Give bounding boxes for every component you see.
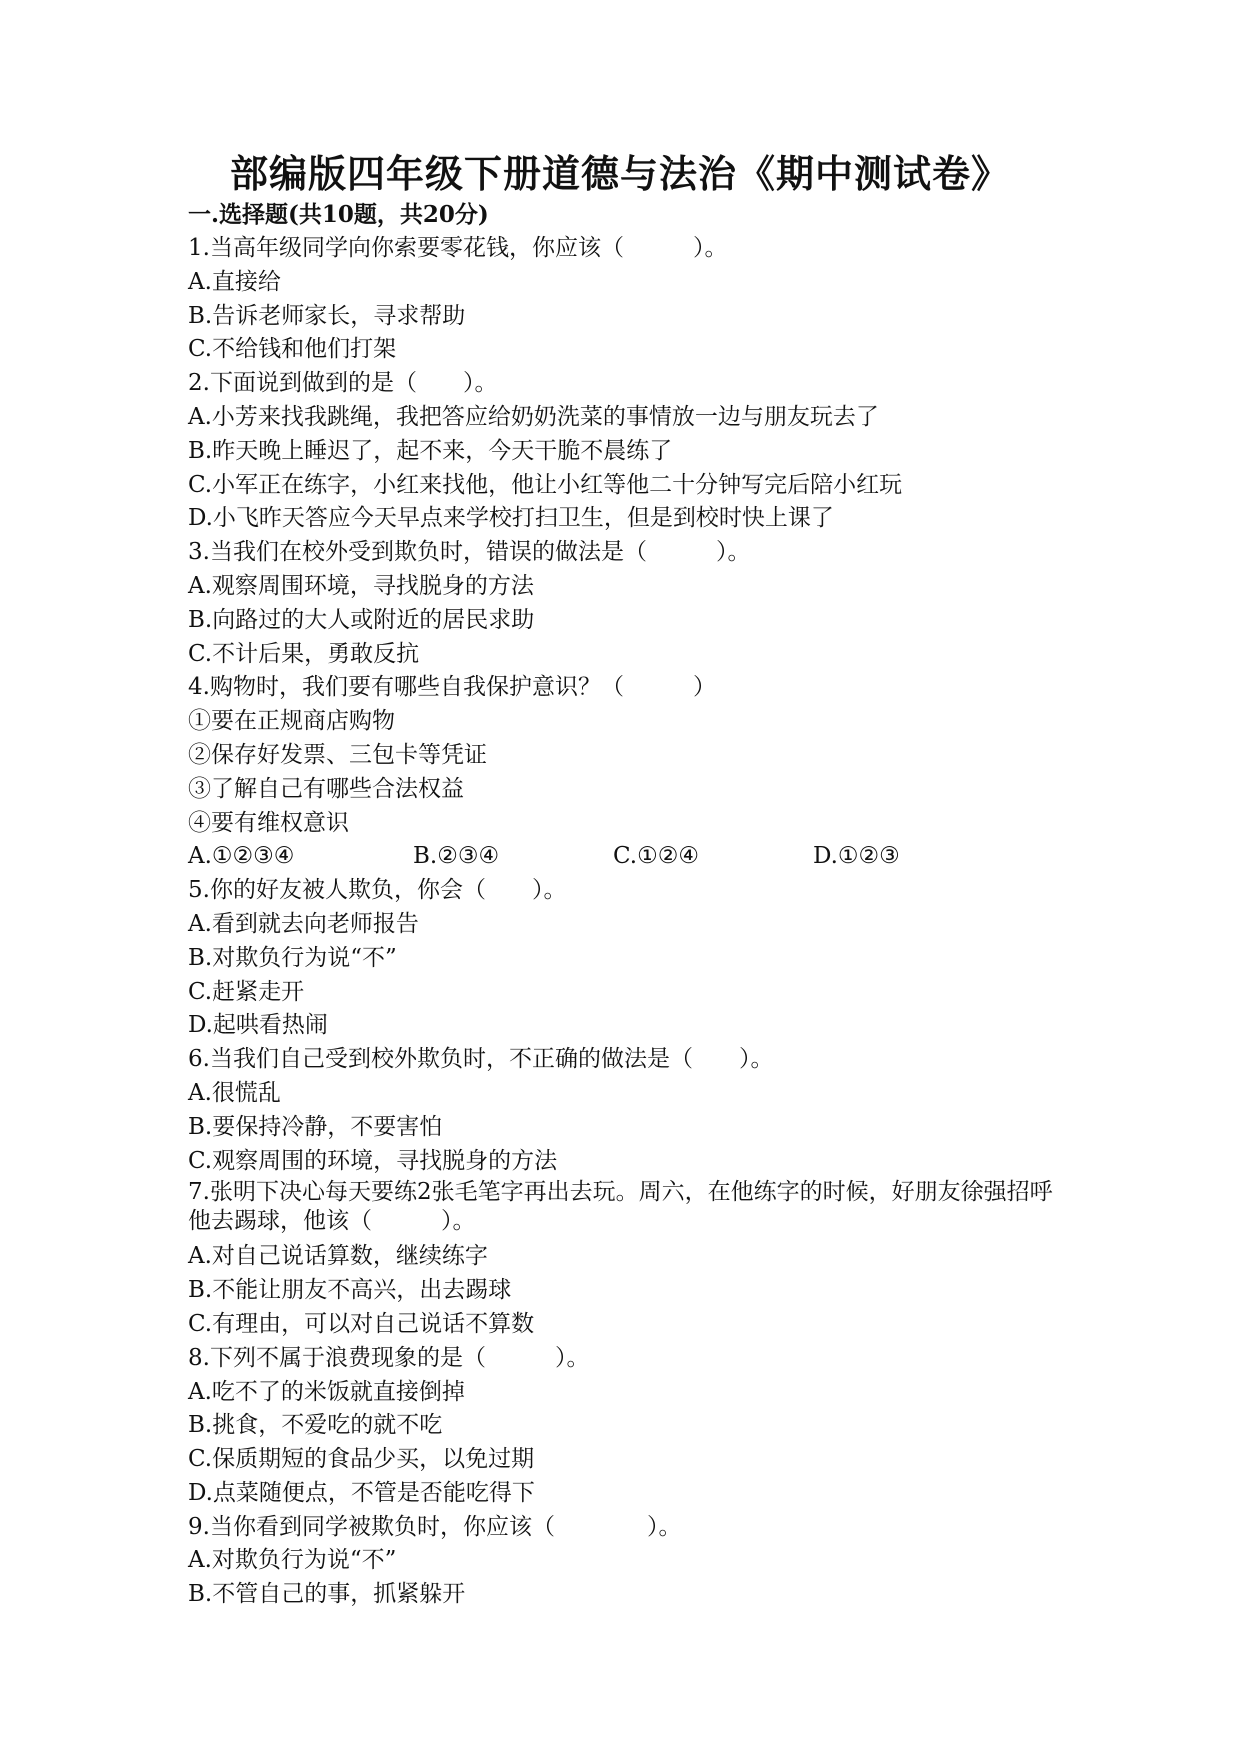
answer-option: A.对自己说话算数，继续练字 [188,1243,488,1270]
answer-option: B.对欺负行为说“不” [188,944,397,971]
answer-option: A.小芳来找我跳绳，我把答应给奶奶洗菜的事情放一边与朋友玩去了 [188,403,879,430]
question-stem: 8.下列不属于浪费现象的是（ ）。 [188,1344,590,1371]
answer-option: B.向路过的大人或附近的居民求助 [188,606,535,633]
answer-option: B.挑食，不爱吃的就不吃 [188,1412,443,1439]
question-stem: 5.你的好友被人欺负，你会（ ）。 [188,877,567,904]
question-list [188,232,1068,1612]
answer-option: C.不给钱和他们打架 [188,336,397,363]
answer-option: A.对欺负行为说“不” [188,1547,397,1574]
answer-option: A.很慌乱 [188,1079,281,1106]
question-stem: 6.当我们自己受到校外欺负时，不正确的做法是（ ）。 [188,1046,774,1073]
answer-option: A.看到就去向老师报告 [188,910,419,937]
answer-option: C.保质期短的食品少买，以免过期 [188,1446,535,1473]
answer-option: B.告诉老师家长，寻求帮助 [188,302,466,329]
answer-option: A.吃不了的米饭就直接倒掉 [188,1378,465,1405]
question-stem: 9.当你看到同学被欺负时，你应该（ ）。 [188,1513,682,1540]
question-stem: 3.当我们在校外受到欺负时，错误的做法是（ ）。 [188,539,751,566]
answer-option: A.①②③④ [188,843,295,870]
answer-option: C.小军正在练字，小红来找他，他让小红等他二十分钟写完后陪小红玩 [188,471,903,498]
question-stem: 7.张明下决心每天要练2张毛笔字再出去玩。周六，在他练字的时候，好朋友徐强招呼他去踢球，他该（ ）。 [188,1179,1053,1235]
answer-option: B.昨天晚上睡迟了，起不来，今天干脆不晨练了 [188,437,673,464]
answer-options-row [188,840,1068,874]
answer-option: C.有理由，可以对自己说话不算数 [188,1310,535,1337]
page-title: 部编版四年级下册道德与法治《期中测试卷》 [229,151,1010,196]
answer-option: B.要保持冷静，不要害怕 [188,1113,443,1140]
answer-option: B.②③④ [413,843,500,870]
answer-option: B.不能让朋友不高兴，出去踢球 [188,1277,512,1304]
question-stem: 2.下面说到做到的是（ ）。 [188,370,498,397]
answer-option: D.小飞昨天答应今天早点来学校打扫卫生，但是到校时快上课了 [188,505,834,532]
answer-option: A.观察周围环境，寻找脱身的方法 [188,572,534,599]
answer-option: D.起哄看热闹 [188,1012,328,1039]
statement-item: ④要有维权意识 [188,809,349,836]
section-header: 一.选择题(共10题，共20分) [188,201,489,228]
statement-item: ①要在正规商店购物 [188,708,395,735]
answer-option: B.不管自己的事，抓紧躲开 [188,1581,466,1608]
answer-option: D.①②③ [813,843,900,870]
statement-item: ③了解自己有哪些合法权益 [188,775,464,802]
answer-option: C.①②④ [613,843,699,870]
answer-option: D.点菜随便点，不管是否能吃得下 [188,1479,535,1506]
question-stem: 4.购物时，我们要有哪些自我保护意识？（ ） [188,674,716,701]
answer-option: C.观察周围的环境，寻找脱身的方法 [188,1147,558,1174]
statement-item: ②保存好发票、三包卡等凭证 [188,741,487,768]
answer-option: C.赶紧走开 [188,978,305,1005]
answer-option: A.直接给 [188,268,281,295]
question-stem: 1.当高年级同学向你索要零花钱，你应该（ ）。 [188,235,728,261]
answer-option: C.不计后果，勇敢反抗 [188,640,420,667]
